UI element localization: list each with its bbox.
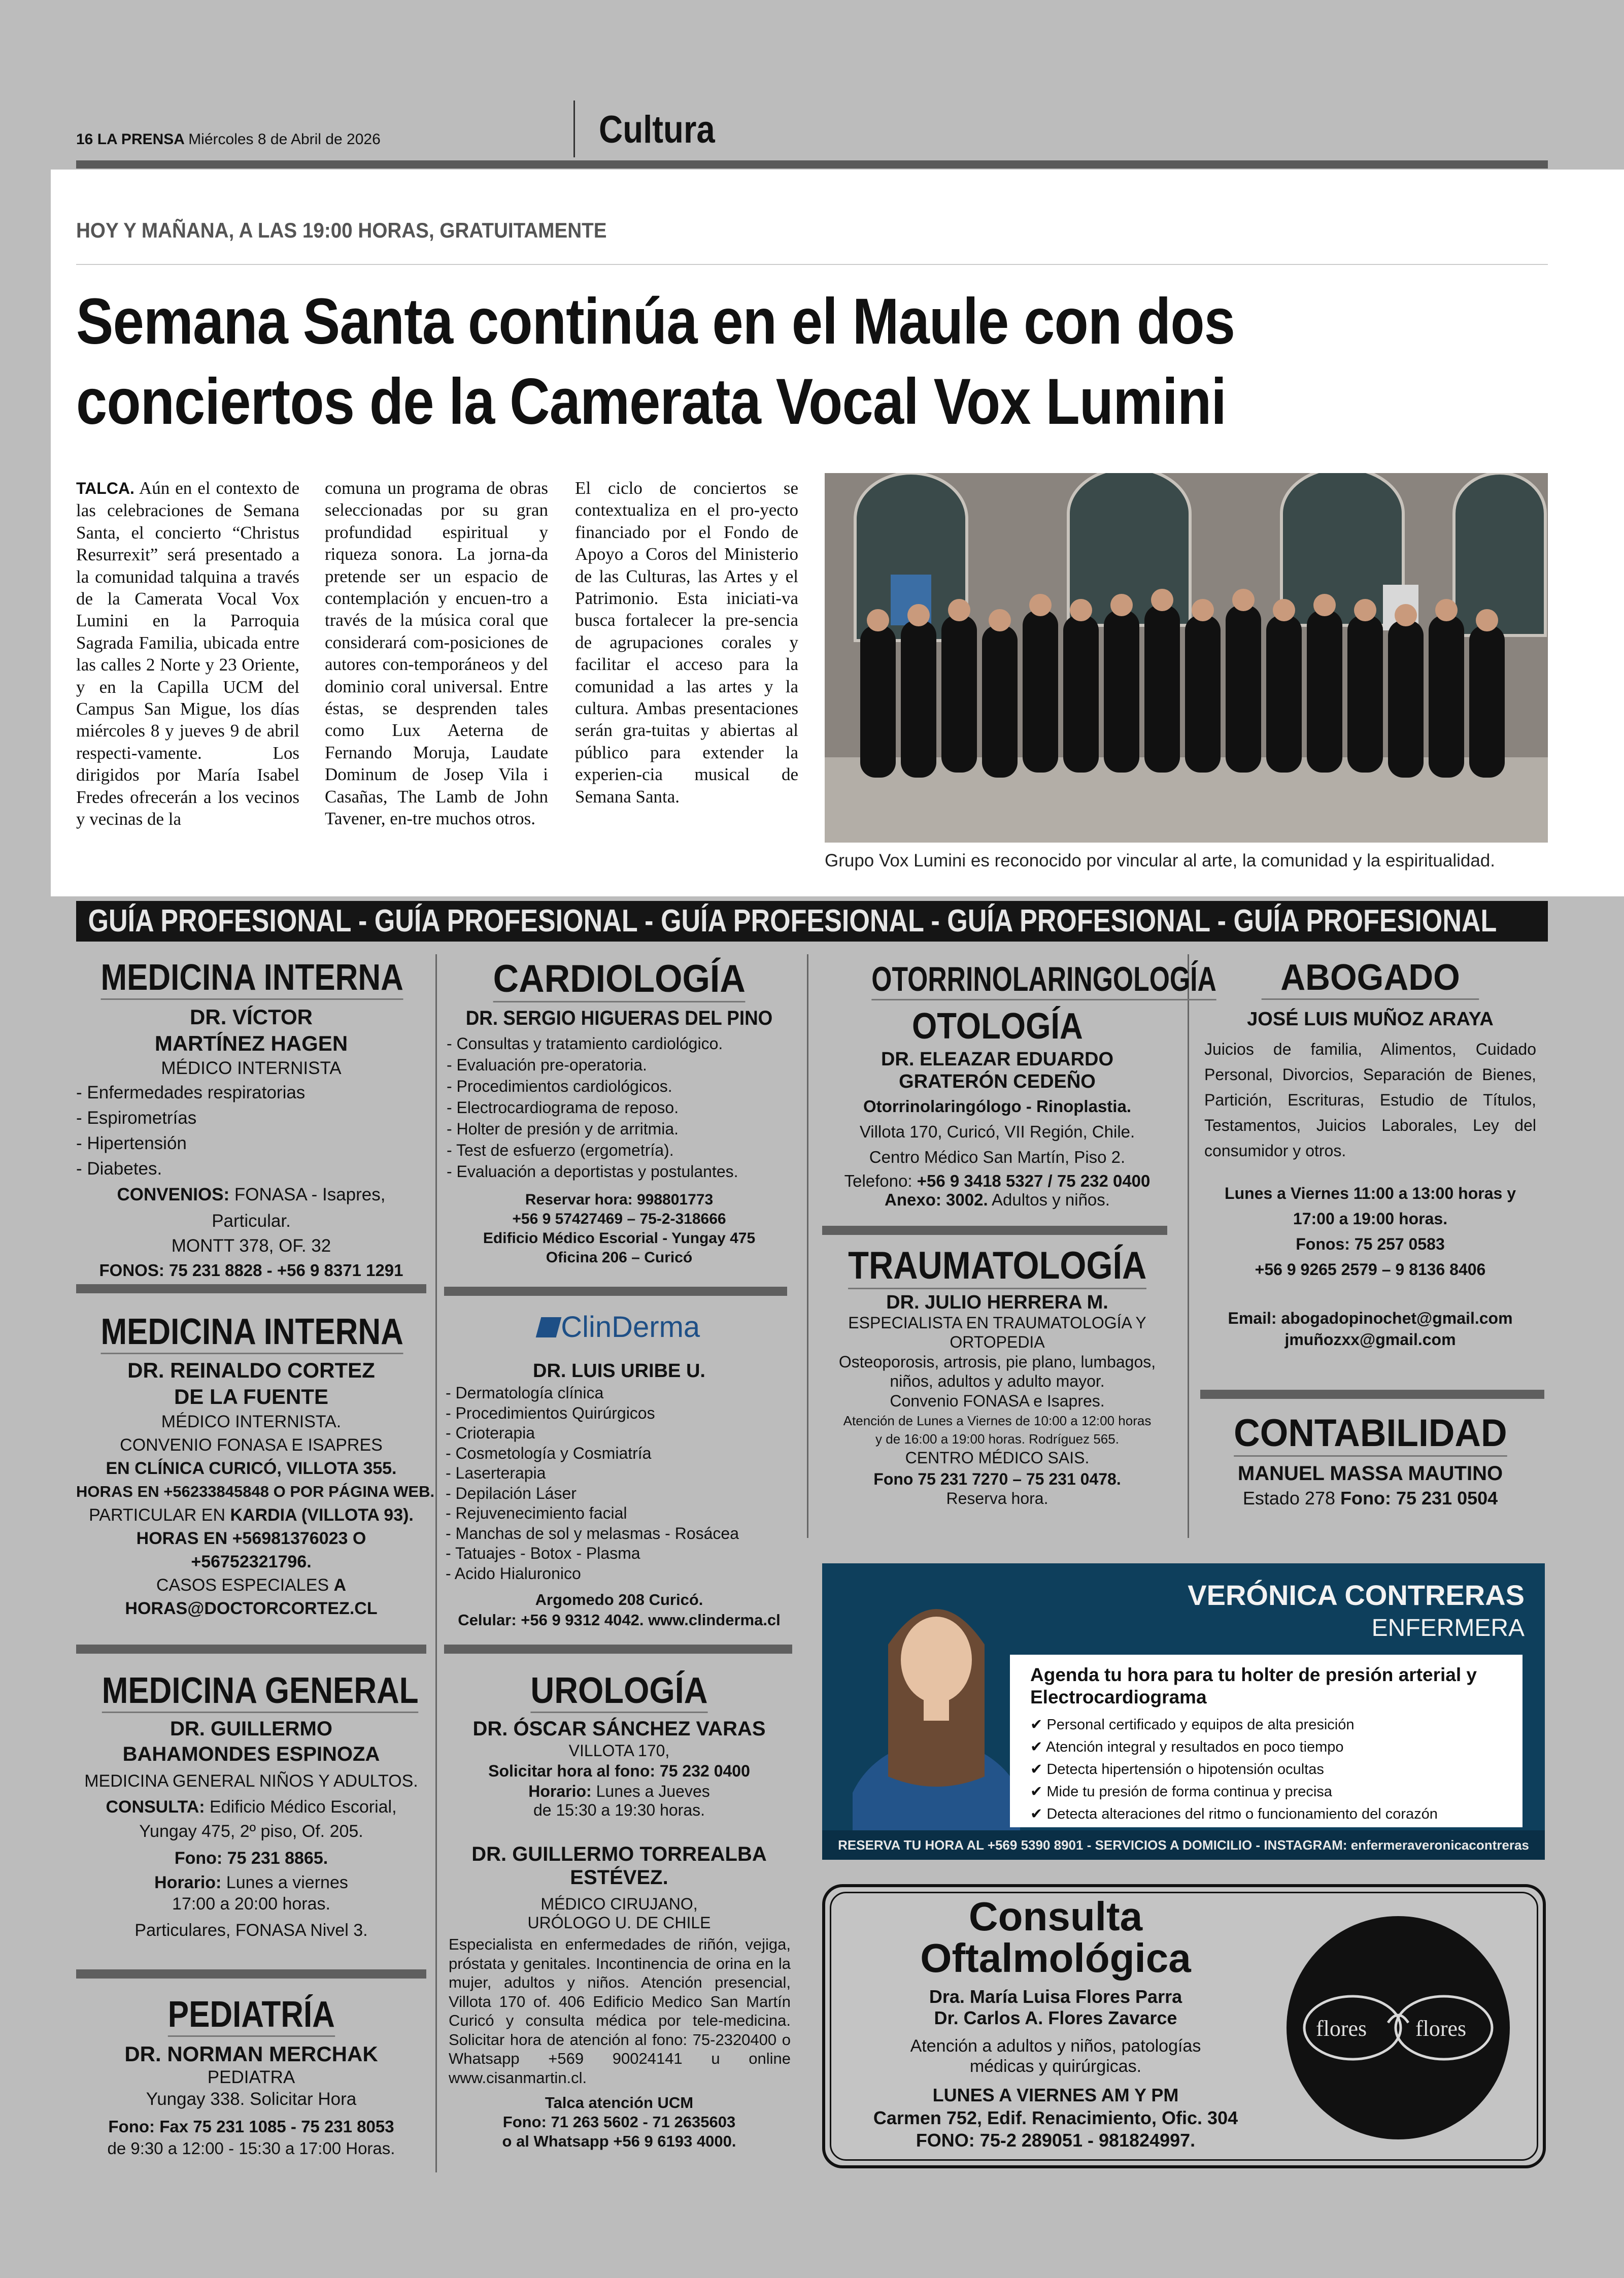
service-item: - Diabetes.	[76, 1159, 162, 1179]
oft-title-1: Consulta	[968, 1894, 1143, 1939]
solicitar-hora: Solicitar hora al fono: 75 232 0400	[488, 1762, 750, 1780]
header-rule	[76, 160, 1548, 169]
ad-torrealba	[442, 1842, 797, 2151]
ad-medicina-interna-2	[76, 1311, 435, 1620]
doctor-role: MÉDICO INTERNISTA	[161, 1058, 342, 1078]
service-item: - Consultas y tratamiento cardiológico.	[447, 1034, 723, 1053]
talca-1: Talca atención UCM	[545, 2094, 694, 2112]
doctor-role-1: MÉDICO CIRUJANO,	[540, 1895, 698, 1913]
service-item: - Procedimientos cardiológicos.	[447, 1077, 672, 1095]
doctor-role: MEDICINA GENERAL NIÑOS Y ADULTOS.	[84, 1771, 418, 1791]
email-1: Email: abogadopinochet@gmail.com	[1228, 1309, 1513, 1327]
check-item	[1030, 1736, 1502, 1758]
ad-pediatria	[76, 1994, 426, 2159]
service-item: - Dermatología clínica	[446, 1384, 604, 1402]
doctor-name-line-1: DR. GUILLERMO TORREALBA	[471, 1843, 767, 1865]
dateline: TALCA.	[76, 479, 134, 497]
separator-bar	[76, 1969, 426, 1979]
fono: Fono: Fax 75 231 1085 - 75 231 8053	[108, 2117, 394, 2136]
article-column-1-text: Aún en el contexto de las celebraciones de Semana Santa, el concierto “Christus Resurrexit” será presentado a la comunidad talquina a través de la Camerata Vocal Vox Lumini en la Parroquia Sagrada Familia, ubicada entre las calles 2 Norte y 23 Oriente, y en la Capilla UCM del Campus San Migue, los días miércoles 8 y jueves 9 de abril respecti-vamente. Los dirigidos por María Isabel Fredes ofrecerán a los vecinos y vecinas de la	[76, 478, 299, 829]
ad-contabilidad	[1200, 1411, 1540, 1510]
oft-fono: FONO: 75-2 289051 - 981824997.	[916, 2130, 1196, 2151]
separator-bar	[444, 1645, 792, 1654]
ad-urologia	[442, 1670, 797, 1820]
service-item: - Depilación Láser	[446, 1484, 577, 1502]
service-item: - Test de esfuerzo (ergometría).	[447, 1141, 674, 1159]
doctor-role: PEDIATRA	[207, 2067, 295, 2087]
fono: Fono: 75 231 8865.	[174, 1849, 328, 1868]
doctor-name-line-2: GRATERÓN CEDEÑO	[899, 1071, 1096, 1092]
ad-otorrino	[817, 959, 1216, 1209]
services-list	[442, 1033, 797, 1182]
check-text: Mide tu presión de forma continua y precisa	[1046, 1784, 1332, 1800]
ad-title: ABOGADO	[1262, 957, 1479, 1000]
line-3: HORAS EN +56233845848 O POR PÁGINA WEB.	[76, 1483, 435, 1500]
particulares: Particulares, FONASA Nivel 3.	[134, 1921, 368, 1940]
ad-title: UROLOGÍA	[530, 1670, 707, 1713]
specialty: Otorrinolaringólogo - Rinoplastia.	[863, 1097, 1131, 1116]
line-5: HORAS EN +56981376023 O	[136, 1529, 366, 1548]
oft-attention-2: médicas y quirúrgicas.	[969, 2057, 1142, 2076]
doctor-name-line-1: DR. REINALDO CORTEZ	[127, 1358, 375, 1382]
consulta-text: Edificio Médico Escorial,	[205, 1797, 397, 1817]
doctor-name-line-2: ESTÉVEZ.	[570, 1866, 668, 1889]
description: Especialista en enfermedades de riñón, vejiga, próstata y genitales. Incontinencia de orina en la mujer, adultos y niños. Atención presencial, Villota 170 of. 406 Edificio Medico San Martín Curicó y consulta médica por tele-medicina. Solicitar hora de atención al fono: 75-2320400 o Whatsapp +569 90024141 u online www.cisanmartin.cl.	[449, 1935, 791, 2087]
address: MONTT 378, OF. 32	[171, 1236, 331, 1256]
logo-text-left: flores	[1316, 2016, 1367, 2041]
doctor-name-line-1: DR. ELEAZAR EDUARDO	[881, 1049, 1114, 1070]
check-text: Detecta hipertensión o hipotensión ocultas	[1046, 1761, 1324, 1778]
clinderma-logo-text: ClinDerma	[561, 1311, 700, 1344]
kicker-rule	[76, 264, 1548, 265]
convenios-text: FONASA - Isapres, Particular.	[212, 1185, 386, 1231]
address: VILLOTA 170,	[568, 1741, 670, 1760]
ad-title: TRAUMATOLOGÍA	[848, 1244, 1146, 1289]
celular: Celular: +56 9 9312 4042. www.clinderma.cl	[458, 1611, 781, 1629]
lawyer-name: JOSÉ LUIS MUÑOZ ARAYA	[1247, 1009, 1494, 1030]
line-2: EN CLÍNICA CURICÓ, VILLOTA 355.	[106, 1459, 397, 1478]
choir-photo-illustration	[825, 473, 1548, 843]
line-7b: A	[333, 1576, 347, 1595]
ad-title: MEDICINA GENERAL	[102, 1670, 419, 1713]
column-rule-3	[1188, 954, 1189, 1538]
nurse-footer: RESERVA TU HORA AL +569 5390 8901 - SERVICIOS A DOMICILIO - INSTAGRAM: enfermeraveronicacontreras	[822, 1830, 1545, 1860]
service-item: - Manchas de sol y melasmas - Rosácea	[446, 1524, 739, 1543]
check-icon: ✔	[1030, 1739, 1046, 1755]
phones: FONOS: 75 231 8828 - +56 9 8371 1291	[99, 1261, 403, 1280]
service-item: - Espirometrías	[76, 1108, 197, 1128]
oft-hours: LUNES A VIERNES AM Y PM	[932, 2085, 1179, 2105]
flores-logo	[1287, 1916, 1510, 2139]
service-item: - Enfermedades respiratorias	[76, 1083, 306, 1102]
doctor-name: DR. NORMAN MERCHAK	[124, 2042, 378, 2066]
check-item	[1030, 1758, 1502, 1781]
clinderma-logo-icon	[535, 1317, 561, 1337]
fono: Fono 75 231 7270 – 75 231 0478.	[873, 1470, 1121, 1488]
hours-1: Lunes a Viernes 11:00 a 13:00 horas y	[1225, 1184, 1516, 1202]
center: CENTRO MÉDICO SAIS.	[905, 1449, 1090, 1467]
service-item: - Evaluación pre-operatoria.	[447, 1056, 647, 1074]
services-list	[76, 1080, 426, 1182]
talca-2: Fono: 71 263 5602 - 71 2635603	[502, 2113, 736, 2131]
choir-photo	[825, 473, 1548, 843]
nurse-portrait	[853, 1584, 1020, 1837]
guide-banner-text: GUÍA PROFESIONAL - GUÍA PROFESIONAL - GUÍA PROFESIONAL - GUÍA PROFESIONAL - GUÍA PROFESIONAL	[88, 903, 1497, 939]
reservar-4: Oficina 206 – Curicó	[546, 1249, 693, 1266]
article-column-2: comuna un programa de obras seleccionadas por su gran profundidad espiritual y riqueza sonora. La jorna-da pretende ser un espacio de contemplación y encuen-tro a través de la música coral que considerará com-posiciones de autores con-temporáneos y del dominio coral universal. Entre éstas, se desprenden tales como Lux Aeterna de Fernando Moruja, Laudate Dominum de Josep Vila i Casañas, The Lamb de John Tavener, en-tre muchos otros.	[325, 478, 548, 829]
line-8: HORAS@DOCTORCORTEZ.CL	[125, 1599, 378, 1618]
headline-line-1: Semana Santa continúa en el Maule con dos	[76, 285, 1235, 358]
reservar-3: Edificio Médico Escorial - Yungay 475	[483, 1230, 756, 1247]
ad-abogado	[1200, 957, 1540, 1350]
service-item: - Procedimientos Quirúrgicos	[446, 1403, 655, 1422]
doctor-name-line-2: MARTÍNEZ HAGEN	[154, 1031, 348, 1055]
nurse-info-card	[1010, 1655, 1522, 1827]
check-item	[1030, 1803, 1502, 1825]
name: MANUEL MASSA MAUTINO	[1237, 1462, 1503, 1485]
consulta-label: CONSULTA:	[106, 1797, 205, 1817]
doctor-role: MÉDICO INTERNISTA.	[161, 1412, 342, 1431]
telefono-number: +56 9 3418 5327 / 75 232 0400	[917, 1171, 1151, 1190]
ad-title: CONTABILIDAD	[1234, 1411, 1507, 1457]
doctor-role-2: URÓLOGO U. DE CHILE	[527, 1914, 711, 1932]
ad-title: CARDIOLOGÍA	[493, 957, 745, 1002]
page-number: 16	[76, 131, 93, 148]
ad-traumatologia	[817, 1244, 1177, 1506]
fono: Fono: 75 231 0504	[1340, 1488, 1498, 1509]
doctor-name-line-2: BAHAMONDES ESPINOZA	[122, 1743, 380, 1765]
ad-medicina-interna-1	[76, 957, 426, 1283]
service-item: - Cosmetología y Cosmiatría	[446, 1444, 652, 1462]
guide-banner	[76, 901, 1548, 942]
ad-medicina-general	[76, 1670, 426, 1946]
services-list	[442, 1383, 797, 1584]
fonos-2: +56 9 9265 2579 – 9 8136 8406	[1255, 1260, 1486, 1279]
doctor-name: DR. JULIO HERRERA M.	[886, 1292, 1108, 1313]
oft-attention-1: Atención a adultos y niños, patologías	[910, 2036, 1201, 2056]
photo-caption: Grupo Vox Lumini es reconocido por vincular al arte, la comunidad y la espiritualidad.	[825, 851, 1495, 870]
separator-bar	[76, 1645, 426, 1654]
service-item: - Evaluación a deportistas y postulantes.	[447, 1162, 738, 1181]
horario-text: Lunes a viernes	[221, 1873, 348, 1892]
reservar-1: Reservar hora: 998801773	[525, 1191, 714, 1208]
doctor-name-line-1: DR. GUILLERMO	[170, 1718, 332, 1740]
consulta	[76, 1795, 426, 1819]
doctor-name-line-1: DR. VÍCTOR	[190, 1005, 313, 1029]
doctor-name: DR. LUIS URIBE U.	[533, 1360, 705, 1382]
article-column-1	[76, 477, 299, 830]
ad-title-1: OTORRINOLARINGOLOGÍA	[871, 959, 1216, 1000]
specialty-2: ORTOPEDIA	[950, 1333, 1045, 1351]
check-item	[1030, 1781, 1502, 1803]
nurse-role: ENFERMERA	[1371, 1615, 1525, 1642]
service-item: - Acido Hialuronico	[446, 1564, 581, 1583]
line-7a: CASOS ESPECIALES	[156, 1576, 334, 1595]
logo-text-right: flores	[1415, 2016, 1467, 2041]
check-icon: ✔	[1030, 1806, 1047, 1822]
separator-bar	[444, 1287, 787, 1296]
article-column-3: El ciclo de conciertos se contextualiza en el pro-yecto financiado por el Fondo de Apoyo a Coros del Ministerio de las Culturas, las Artes y el Patrimonio. Esta iniciati-va busca fortalecer la pre-sencia de agrupaciones corales y facilitar el acceso para la comunidad a las artes y la cultura. Ambas presentaciones serán gra-tuitas y abiertas al público para extender la experien-cia musical de Semana Santa.	[575, 478, 798, 807]
service-item: - Crioterapia	[446, 1424, 535, 1442]
service-item: - Rejuvenecimiento facial	[446, 1504, 627, 1522]
separator-bar	[822, 1226, 1167, 1235]
horario	[76, 1872, 426, 1893]
talca-3: o al Whatsapp +56 9 6193 4000.	[502, 2132, 736, 2150]
separator-bar	[1200, 1390, 1544, 1399]
convenios-label: CONVENIOS:	[117, 1185, 230, 1204]
desc-2: niños, adultos y adulto mayor.	[890, 1372, 1105, 1390]
check-icon: ✔	[1030, 1761, 1047, 1778]
header-divider	[573, 100, 575, 157]
horario-label: Horario:	[154, 1873, 222, 1892]
address: Yungay 338. Solicitar Hora	[146, 2089, 357, 2109]
ad-title-2: OTOLOGÍA	[911, 1006, 1083, 1047]
ad-cardiologia	[442, 957, 797, 1267]
reservar-2: +56 9 57427469 – 75-2-318666	[512, 1211, 726, 1227]
address	[1200, 1487, 1540, 1510]
horario	[442, 1782, 797, 1800]
doctor-name: DR. SERGIO HIGUERAS DEL PINO	[465, 1007, 773, 1029]
fonos-1: Fonos: 75 257 0583	[1296, 1235, 1445, 1253]
line-4b: KARDIA (VILLOTA 93).	[230, 1505, 414, 1525]
check-text: Detecta alteraciones del ritmo o funcionamiento del corazón	[1046, 1806, 1438, 1822]
oft-address: Carmen 752, Edif. Renacimiento, Ofic. 304	[873, 2107, 1238, 2128]
separator-bar	[76, 1284, 426, 1293]
anexo-label: Anexo: 3002.	[885, 1190, 988, 1209]
horario-label: Horario:	[528, 1782, 592, 1800]
publication-date: Miércoles 8 de Abril de 2026	[188, 131, 381, 148]
address: Argomedo 208 Curicó.	[535, 1591, 703, 1609]
oft-title-2: Oftalmológica	[920, 1935, 1191, 1981]
oft-doctor-2: Dr. Carlos A. Flores Zavarce	[934, 2007, 1177, 2028]
column-rule-1	[435, 954, 437, 2172]
reserva: Reserva hora.	[946, 1489, 1048, 1508]
nurse-headline: Agenda tu hora para tu holter de presión arterial y Electrocardiograma	[1030, 1664, 1477, 1707]
service-item: - Electrocardiograma de reposo.	[447, 1098, 679, 1117]
headline-line-2: conciertos de la Camerata Vocal Vox Lumini	[76, 365, 1227, 438]
check-text: Personal certificado y equipos de alta presición	[1046, 1717, 1355, 1733]
publication-name: LA PRENSA	[97, 131, 184, 148]
doctor-name: DR. ÓSCAR SÁNCHEZ VARAS	[472, 1718, 766, 1740]
nurse-name: VERÓNICA CONTRERAS	[1188, 1579, 1525, 1611]
telefono	[817, 1171, 1177, 1191]
ad-enfermera	[822, 1563, 1545, 1860]
oft-text	[832, 1896, 1279, 2152]
line-7	[76, 1573, 426, 1597]
service-item: - Holter de presión y de arritmia.	[447, 1120, 679, 1138]
service-item: - Hipertensión	[76, 1133, 187, 1153]
column-rule-2	[807, 954, 808, 1538]
telefono-label: Telefono:	[844, 1171, 917, 1190]
line-4	[76, 1503, 426, 1527]
hours-2: y de 16:00 a 19:00 horas. Rodríguez 565.	[875, 1431, 1119, 1447]
consulta-address: Yungay 475, 2º piso, Of. 205.	[139, 1822, 363, 1841]
anexo	[817, 1191, 1177, 1209]
address: Villota 170, Curicó, VII Región, Chile.	[859, 1122, 1135, 1141]
desc-1: Osteoporosis, artrosis, pie plano, lumbagos,	[838, 1353, 1156, 1371]
hours-1: Atención de Lunes a Viernes de 10:00 a 12:00 horas	[843, 1413, 1152, 1428]
anexo-text: Adultos y niños.	[988, 1190, 1110, 1209]
address-text: Estado 278	[1242, 1488, 1340, 1509]
service-item: - Tatuajes - Botox - Plasma	[446, 1544, 640, 1562]
horario-text: Lunes a Jueves	[591, 1782, 710, 1800]
hours: de 9:30 a 12:00 - 15:30 a 17:00 Horas.	[107, 2139, 395, 2158]
oft-doctor-1: Dra. María Luisa Flores Parra	[929, 1986, 1182, 2007]
clinderma-logo	[442, 1307, 797, 1348]
line-1: CONVENIO FONASA E ISAPRES	[120, 1435, 383, 1455]
page-header	[76, 131, 381, 148]
check-text: Atención integral y resultados en poco tiempo	[1045, 1739, 1344, 1755]
email-2: jmuñozxx@gmail.com	[1284, 1330, 1456, 1349]
horario-hours: de 15:30 a 19:30 horas.	[533, 1801, 705, 1819]
services: Juicios de familia, Alimentos, Cuidado Personal, Divorcios, Separación de Bienes, Partición, Escrituras, Estudio de Títulos, Testamentos, Juicios Laborales, Ley del consumidor y otros.	[1204, 1040, 1536, 1160]
line-6: +56752321796.	[191, 1552, 312, 1571]
convenios	[76, 1182, 426, 1234]
hours-2: 17:00 a 19:00 horas.	[1293, 1210, 1448, 1228]
desc-3: Convenio FONASA e Isapres.	[890, 1392, 1105, 1410]
line-4a: PARTICULAR EN	[89, 1505, 230, 1525]
ad-title: MEDICINA INTERNA	[101, 957, 403, 1000]
section-title: Cultura	[599, 108, 715, 151]
article-kicker: HOY Y MAÑANA, A LAS 19:00 HORAS, GRATUITAMENTE	[76, 218, 607, 242]
nurse-checklist	[1030, 1714, 1502, 1825]
center: Centro Médico San Martín, Piso 2.	[869, 1148, 1126, 1166]
horario-hours: 17:00 a 20:00 horas.	[172, 1894, 330, 1914]
doctor-name-line-2: DE LA FUENTE	[174, 1385, 329, 1409]
ad-clinderma	[442, 1307, 797, 1630]
check-icon: ✔	[1030, 1784, 1047, 1800]
check-icon: ✔	[1030, 1717, 1047, 1733]
specialty-1: ESPECIALISTA EN TRAUMATOLOGÍA Y	[848, 1314, 1146, 1332]
service-item: - Laserterapia	[446, 1464, 546, 1482]
ad-title: PEDIATRÍA	[167, 1994, 334, 2037]
ad-title: MEDICINA INTERNA	[101, 1311, 403, 1354]
check-item	[1030, 1714, 1502, 1736]
